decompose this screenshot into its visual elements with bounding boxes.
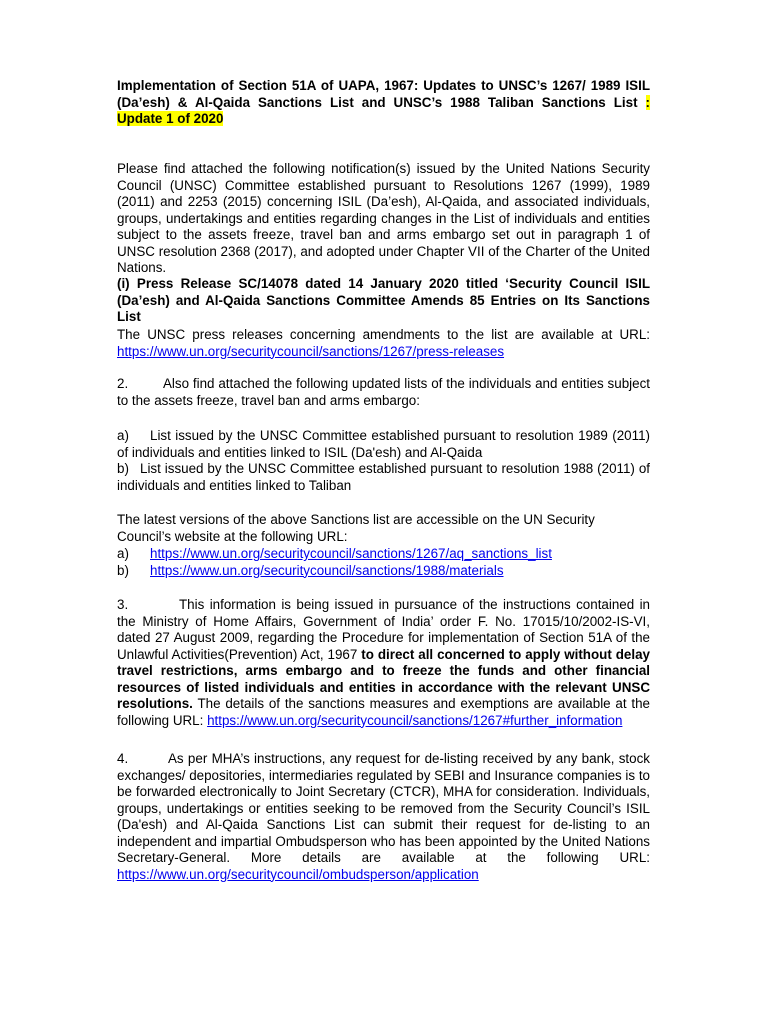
url-list-item-a (117, 546, 650, 563)
list-item-a-text: List issued by the UNSC Committee established pursuant to resolution 1989 (2011) of individuals and entities linked to ISIL (Da'esh) and Al-Qaida (117, 428, 650, 460)
url-list-item-a-label: a) (117, 546, 129, 561)
paragraph-4-text: As per MHA’s instructions, any request for de-listing received by any bank, stock exchanges/ depositories, intermediaries regulated by SEBI and Insurance companies is to be forwarded electronically to Joint Secretary (CTCR), MHA for consideration. Individuals, groups, undertakings or entities seeking to be removed from the Security Council’s ISIL (Da'esh) and Al-Qaida Sanctions List can submit their request for de-listing to an independent and impartial Ombudsperson who has been appointed by the United Nations Secretary-General. More details are available at the following URL: (117, 751, 650, 865)
press-note-text: The UNSC press releases concerning amendments to the list are available at URL: (117, 327, 650, 342)
paragraph-2 (117, 376, 650, 409)
paragraph-3-bold-directive: to direct all concerned to apply without delay travel restrictions, arms embargo and to freeze the funds and other financial resources of listed individuals and entities in accordance with the relevant UNSC resolutions. (117, 646, 650, 711)
document-title (117, 78, 650, 128)
title-text: Implementation of Section 51A of UAPA, 1967: Updates to UNSC’s 1267/ 1989 ISIL (Da’esh) & Al-Qaida Sanctions List and UNSC’s 1988 Taliban Sanctions List (117, 78, 650, 110)
paragraph-3-text: This information is being issued in pursuance of the instructions contained in the Ministry of Home Affairs, Government of India’ order F. No. 17015/10/2002-IS-VI, dated 27 August 2009, regarding the Procedure for implementation of Section 51A of the Unlawful Activities(Prevention) Act, 1967 (117, 597, 650, 662)
paragraph-2-number: 2. (117, 376, 129, 391)
intro-paragraph: Please find attached the following notification(s) issued by the United Nations Security Council (UNSC) Committee established pursuant to Resolutions 1267 (1999), 1989 (2011) and 2253 (2015) concerning ISIL (Da’esh), Al-Qaida, and associated individuals, groups, undertakings and entities regarding changes in the List of individuals and entities subject to the assets freeze, travel ban and arms embargo set out in paragraph 1 of UNSC resolution 2368 (2017), and adopted under Chapter VII of the Charter of the United Nations. (117, 161, 650, 275)
url-list-item-b (117, 563, 650, 580)
ombudsperson-application-link[interactable]: https://www.un.org/securitycouncil/ombudsperson/application (117, 866, 479, 882)
press-note-paragraph (117, 327, 650, 360)
list-item-b (117, 461, 650, 494)
further-information-link[interactable]: https://www.un.org/securitycouncil/sanctions/1267#further_information (207, 712, 623, 728)
paragraph-3 (117, 597, 650, 729)
list-item-b-text: List issued by the UNSC Committee established pursuant to resolution 1988 (2011) of individuals and entities linked to Taliban (117, 461, 650, 493)
list-item-a (117, 428, 650, 461)
taliban-materials-link[interactable]: https://www.un.org/securitycouncil/sanctions/1988/materials (150, 562, 504, 578)
press-releases-link[interactable]: https://www.un.org/securitycouncil/sanctions/1267/press-releases (117, 343, 505, 359)
list-item-b-label: b) (117, 461, 129, 476)
paragraph-4 (117, 751, 650, 883)
latest-versions-paragraph: The latest versions of the above Sanctions list are accessible on the UN Security Council’s website at the following URL: (117, 512, 595, 544)
aq-sanctions-list-link[interactable]: https://www.un.org/securitycouncil/sanctions/1267/aq_sanctions_list (150, 546, 552, 561)
paragraph-4-number: 4. (117, 751, 129, 766)
list-item-a-label: a) (117, 428, 129, 443)
url-list (117, 546, 650, 579)
paragraph-3-details: The details of the sanctions measures and exemptions are available at the following URL: (117, 696, 650, 728)
paragraph-3-number: 3. (117, 597, 129, 612)
paragraph-2-text: Also find attached the following updated lists of the individuals and entities subject to the assets freeze, travel ban and arms embargo: (117, 376, 650, 408)
title-update-highlight: : Update 1 of 2020 (117, 94, 650, 126)
url-list-item-b-label: b) (117, 562, 129, 578)
press-release-heading: (i) Press Release SC/14078 dated 14 January 2020 titled ‘Security Council ISIL (Da’esh) and Al-Qaida Sanctions Committee Amends 85 Entries on Its Sanctions List (117, 276, 650, 324)
